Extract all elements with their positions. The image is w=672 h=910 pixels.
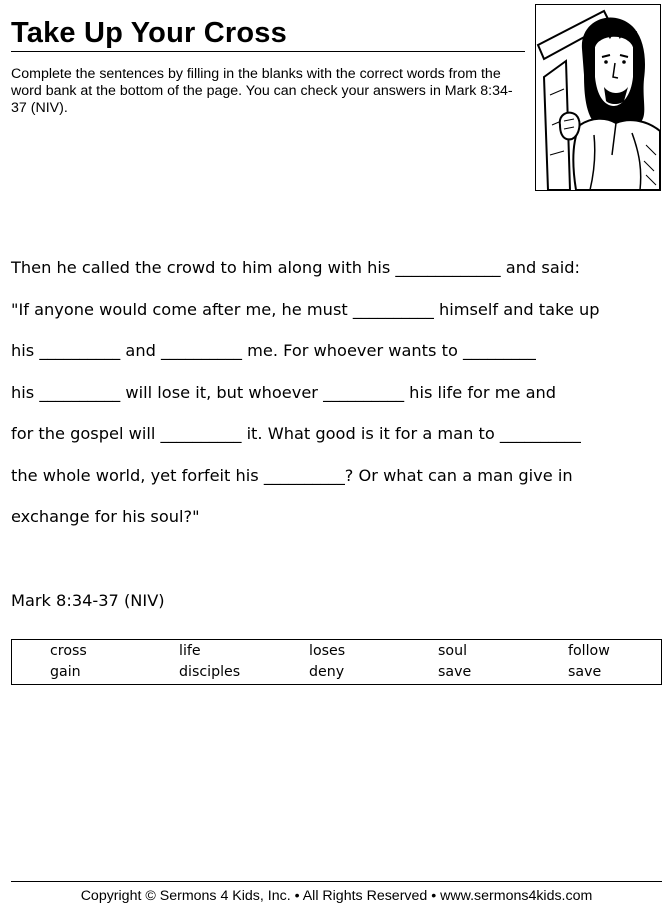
passage-line: exchange for his soul?"	[11, 507, 200, 526]
passage-line: "If anyone would come after me, he must __________ himself and take up	[11, 299, 600, 319]
title-underline	[11, 51, 525, 52]
word-bank-word: follow	[568, 643, 610, 659]
word-bank-word: loses	[309, 643, 346, 659]
word-bank-word: save	[438, 664, 472, 680]
word-bank-word: cross	[50, 643, 87, 659]
word-bank-word: deny	[309, 664, 345, 680]
scripture-citation: Mark 8:34-37 (NIV)	[11, 591, 165, 610]
word-bank-word: disciples	[179, 664, 241, 680]
word-bank-row	[12, 641, 661, 662]
worksheet-title: Take Up Your Cross	[11, 17, 287, 49]
word-bank-word: save	[568, 664, 602, 680]
passage-line: Then he called the crowd to him along with his _____________ and said:	[11, 258, 580, 277]
word-bank	[11, 639, 662, 685]
instructions-text: Complete the sentences by filling in the blanks with the correct words from the word bank at the bottom of the page. You can check your answers in Mark 8:34-37 (NIV).	[11, 66, 513, 116]
passage-line: his __________ will lose it, but whoever __________ his life for me and	[11, 382, 557, 402]
footer-divider	[11, 881, 662, 882]
passage-line: his __________ and __________ me. For whoever wants to _________	[11, 341, 536, 360]
word-bank-word: life	[179, 643, 201, 659]
passage-line: for the gospel will __________ it. What good is it for a man to __________	[11, 424, 581, 443]
copyright-footer: Copyright © Sermons 4 Kids, Inc. • All Rights Reserved • www.sermons4kids.com	[80, 888, 593, 904]
passage-line: the whole world, yet forfeit his __________? Or what can a man give in	[11, 465, 573, 485]
word-bank-row	[12, 662, 661, 683]
jesus-carrying-cross-illustration	[535, 4, 661, 191]
jesus-cross-icon	[536, 5, 660, 190]
fill-in-passage	[11, 247, 651, 538]
word-bank-word: soul	[438, 643, 468, 659]
word-bank-word: gain	[50, 664, 81, 680]
